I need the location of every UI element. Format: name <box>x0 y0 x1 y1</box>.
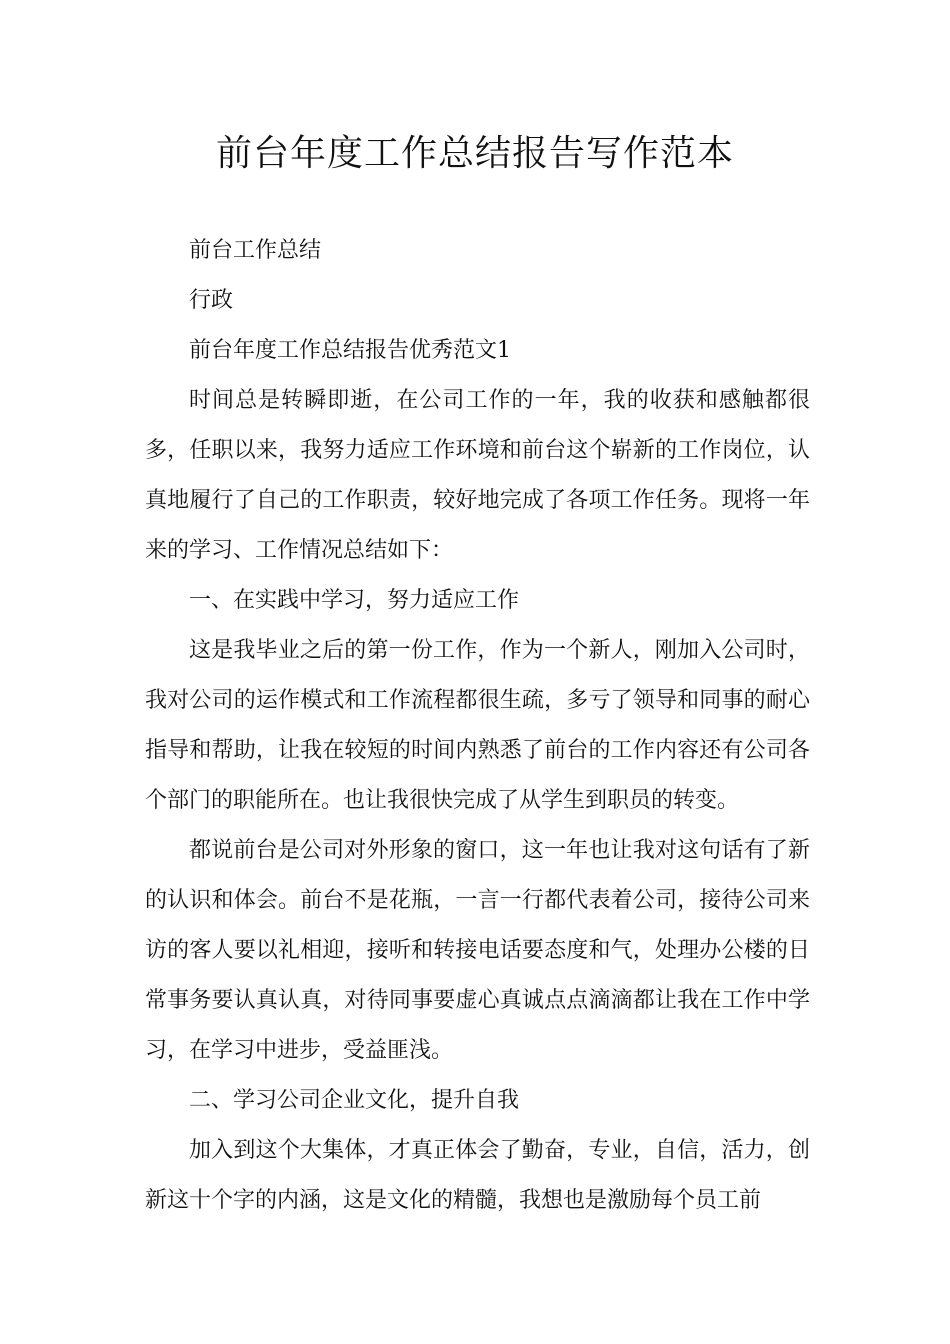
paragraph-culture: 加入到这个大集体，才真正体会了勤奋，专业，自信，活力，创新这十个字的内涵，这是文化的精髓，我想也是激励每个员工前 <box>145 1138 810 1213</box>
paragraph-first-job: 这是我毕业之后的第一份工作，作为一个新人，刚加入公司时，我对公司的运作模式和工作流程都很生疏，多亏了领导和同事的耐心指导和帮助，让我在较短的时间内熟悉了前台的工作内容还有公司各个部门的职能所在。也让我很快完成了从学生到职员的转变。 <box>145 638 810 813</box>
paragraph-heading-summary: 前台工作总结 <box>189 238 322 263</box>
paragraph-front-desk-image: 都说前台是公司对外形象的窗口，这一年也让我对这句话有了新的认识和体会。前台不是花瓶，一言一行都代表着公司，接待公司来访的客人要以礼相迎，接听和转接电话要态度和气，处理办公楼的日常事务要认真认真，对待同事要虚心真诚点点滴滴都让我在工作中学习，在学习中进步，受益匪浅。 <box>145 838 810 1063</box>
paragraph-department: 行政 <box>189 288 234 313</box>
paragraph-intro: 时间总是转瞬即逝，在公司工作的一年，我的收获和感触都很多，任职以来，我努力适应工作环境和前台这个崭新的工作岗位，认真地履行了自己的工作职责，较好地完成了各项工作任务。现将一年来的学习、工作情况总结如下： <box>145 388 810 563</box>
paragraph-sample-title: 前台年度工作总结报告优秀范文1 <box>189 338 511 363</box>
section-heading-2: 二、学习公司企业文化，提升自我 <box>189 1088 520 1113</box>
section-heading-1: 一、在实践中学习，努力适应工作 <box>189 588 520 613</box>
document-body <box>145 226 810 1226</box>
document-title: 前台年度工作总结报告写作范本 <box>215 133 734 174</box>
